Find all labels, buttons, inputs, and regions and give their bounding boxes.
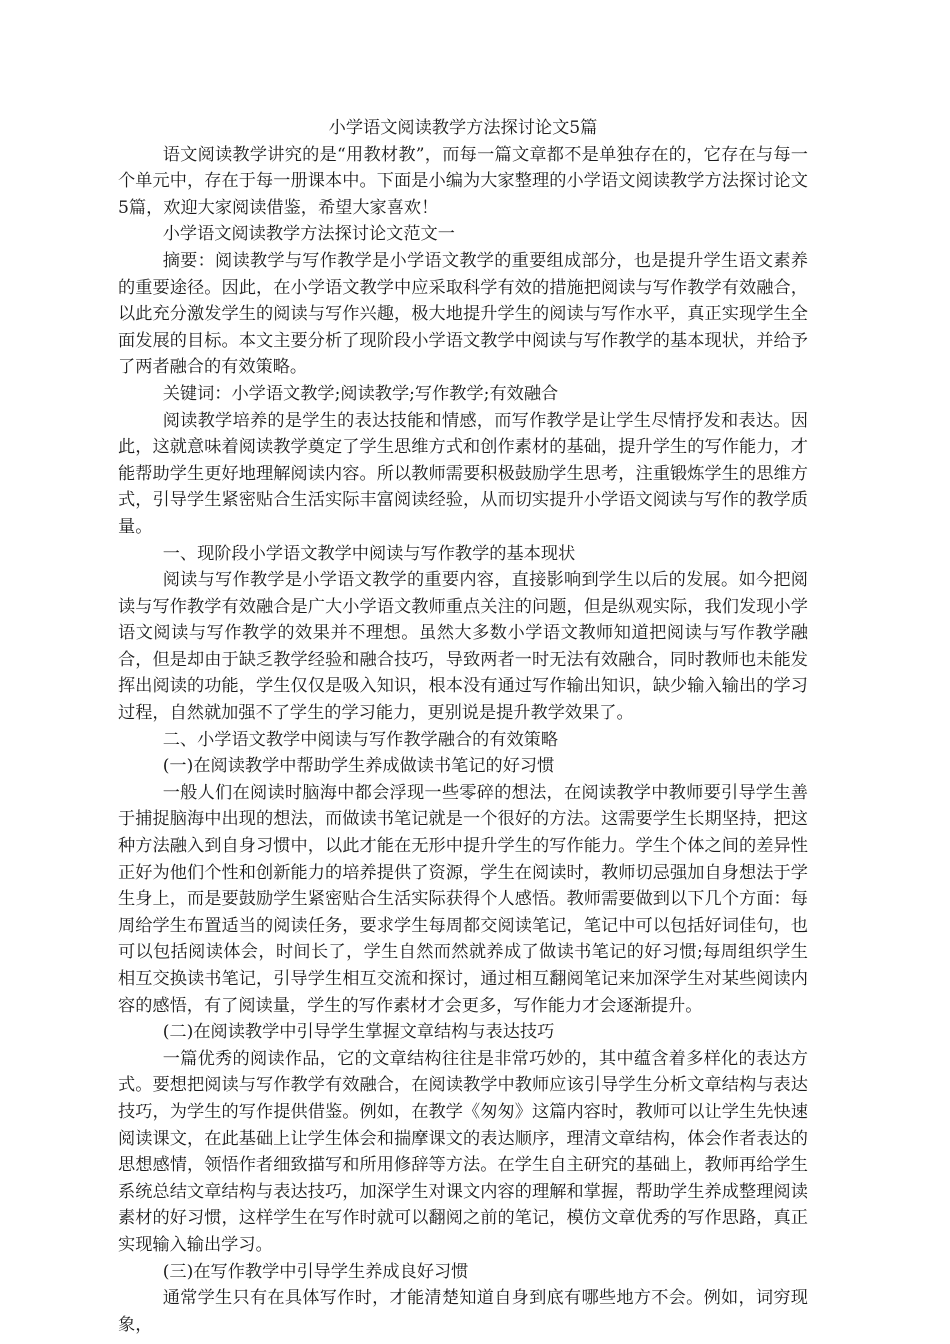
section-heading-one: 一、现阶段小学语文教学中阅读与写作教学的基本现状 (162, 543, 576, 564)
document-title: 小学语文阅读教学方法探讨论文5篇 (328, 118, 598, 138)
body-paragraph: 一篇优秀的阅读作品，它的文章结构往往是非常巧妙的，其中蕴含着多样化的表达方式。要想把阅读与写作教学有效融合，在阅读教学中教师应该引导学生分析文章结构与表达技巧，为学生的写作提供借鉴。例如，在教学《匆匆》这篇内容时，教师可以让学生先快速阅读课文，在此基础上让学生体会和揣摩课文的表达顺序，理清文章结构，体会作者表达的思想感情，领悟作者细致描写和所用修辞等方法。在学生自主研究的基础上，教师再给学生系统总结文章结构与表达技巧，加深学生对课文内容的理解和掌握，帮助学生养成整理阅读素材的好习惯，这样学生在写作时就可以翻阅之前的笔记，模仿文章优秀的写作思路，真正实现输入输出学习。 (118, 1048, 808, 1255)
document-page (118, 115, 808, 1338)
abstract-paragraph: 摘要：阅读教学与写作教学是小学语文教学的重要组成部分，也是提升学生语文素养的重要途径。因此，在小学语文教学中应采取科学有效的措施把阅读与写作教学有效融合，以此充分激发学生的阅读与写作兴趣，极大地提升学生的阅读与写作水平，真正实现学生全面发展的目标。本文主要分析了现阶段小学语文教学中阅读与写作教学的基本现状，并给予了两者融合的有效策略。 (118, 250, 808, 378)
intro-paragraph: 语文阅读教学讲究的是“用教材教”，而每一篇文章都不是单独存在的，它存在与每一个单元中，存在于每一册课本中。下面是小编为大家整理的小学语文阅读教学方法探讨论文5篇，欢迎大家阅读借鉴，希望大家喜欢！ (118, 144, 808, 218)
subsection-heading-one: (一)在阅读教学中帮助学生养成做读书笔记的好习惯 (162, 756, 555, 777)
section-heading-essay-one: 小学语文阅读教学方法探讨论文范文一 (162, 224, 455, 245)
keywords-paragraph: 关键词：小学语文教学;阅读教学;写作教学;有效融合 (162, 383, 559, 404)
body-paragraph: 通常学生只有在具体写作时，才能清楚知道自身到底有哪些地方不会。例如，词穷现象， (118, 1288, 808, 1335)
subsection-heading-three: (三)在写作教学中引导学生养成良好习惯 (162, 1261, 469, 1282)
body-paragraph: 一般人们在阅读时脑海中都会浮现一些零碎的想法，在阅读教学中教师要引导学生善于捕捉脑海中出现的想法，而做读书笔记就是一个很好的方法。这需要学生长期坚持，把这种方法融入到自身习惯中，以此才能在无形中提升学生的写作能力。学生个体之间的差异性正好为他们个性和创新能力的培养提供了资源，学生在阅读时，教师切忌强加自身想法于学生身上，而是要鼓励学生紧密贴合生活实际获得个人感悟。教师需要做到以下几个方面：每周给学生布置适当的阅读任务，要求学生每周都交阅读笔记，笔记中可以包括好词佳句，也可以包括阅读体会，时间长了，学生自然而然就养成了做读书笔记的好习惯;每周组织学生相互交换读书笔记，引导学生相互交流和探讨，通过相互翻阅笔记来加深学生对某些阅读内容的感悟，有了阅读量，学生的写作素材才会更多，写作能力才会逐渐提升。 (118, 782, 808, 1016)
section-heading-two: 二、小学语文教学中阅读与写作教学融合的有效策略 (162, 729, 559, 750)
body-paragraph: 阅读与写作教学是小学语文教学的重要内容，直接影响到学生以后的发展。如今把阅读与写作教学有效融合是广大小学语文教师重点关注的问题，但是纵观实际，我们发现小学语文阅读与写作教学的效果并不理想。虽然大多数小学语文教师知道把阅读与写作教学融合，但是却由于缺乏教学经验和融合技巧，导致两者一时无法有效融合，同时教师也未能发挥出阅读的功能，学生仅仅是吸入知识，根本没有通过写作输出知识，缺少输入输出的学习过程，自然就加强不了学生的学习能力，更别说是提升教学效果了。 (118, 570, 808, 724)
subsection-heading-two: (二)在阅读教学中引导学生掌握文章结构与表达技巧 (162, 1022, 555, 1043)
body-paragraph: 阅读教学培养的是学生的表达技能和情感，而写作教学是让学生尽情抒发和表达。因此，这就意味着阅读教学奠定了学生思维方式和创作素材的基础，提升学生的写作能力，才能帮助学生更好地理解阅读内容。所以教师需要积极鼓励学生思考，注重锻炼学生的思维方式，引导学生紧密贴合生活实际丰富阅读经验，从而切实提升小学语文阅读与写作的教学质量。 (118, 410, 808, 537)
